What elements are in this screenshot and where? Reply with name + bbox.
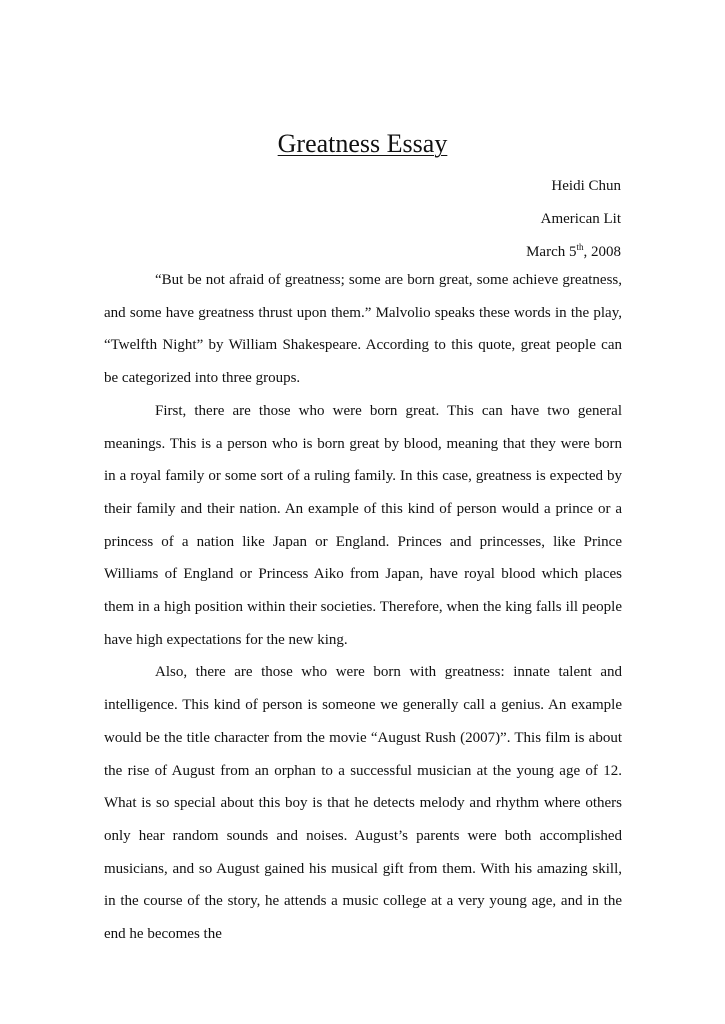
date-year: , 2008 (583, 244, 621, 260)
author-header (526, 170, 621, 269)
paragraph-3: Also, there are those who were born with greatness: innate talent and intelligence. This kind of person is someone we generally call a genius. An example would be the title character from the movie “August Rush (2007)”. This film is about the rise of August from an orphan to a successful musician at the young age of 12. What is so special about this boy is that he detects melody and rhythm where others only hear random sounds and noises. August’s parents were both accomplished musicians, and so August gained his musical gift from them. With his amazing skill, in the course of the story, he attends a music college at a very young age, and in the end he becomes the (104, 664, 622, 943)
essay-body (104, 264, 622, 951)
paragraph-1: “But be not afraid of greatness; some are born great, some achieve greatness, and some have greatness thrust upon them.” Malvolio speaks these words in the play, “Twelfth Night” by William Shakespeare. According to this quote, great people can be categorized into three groups. (104, 272, 622, 387)
date-ordinal: th (576, 242, 584, 252)
course-name: American Lit (540, 211, 621, 227)
author-name: Heidi Chun (551, 178, 621, 194)
essay-title: Greatness Essay (277, 129, 448, 158)
paragraph-2: First, there are those who were born great. This can have two general meanings. This is a person who is born great by blood, meaning that they were born in a royal family or some sort of a ruling family. In this case, greatness is expected by their family and their nation. An example of this kind of person would a prince or a princess of a nation like Japan or England. Princes and princesses, like Prince Williams of England or Princess Aiko from Japan, have royal blood which places them in a high position within their societies. Therefore, when the king falls ill people have high expectations for the new king. (104, 402, 622, 648)
date-prefix: March 5 (526, 244, 577, 260)
